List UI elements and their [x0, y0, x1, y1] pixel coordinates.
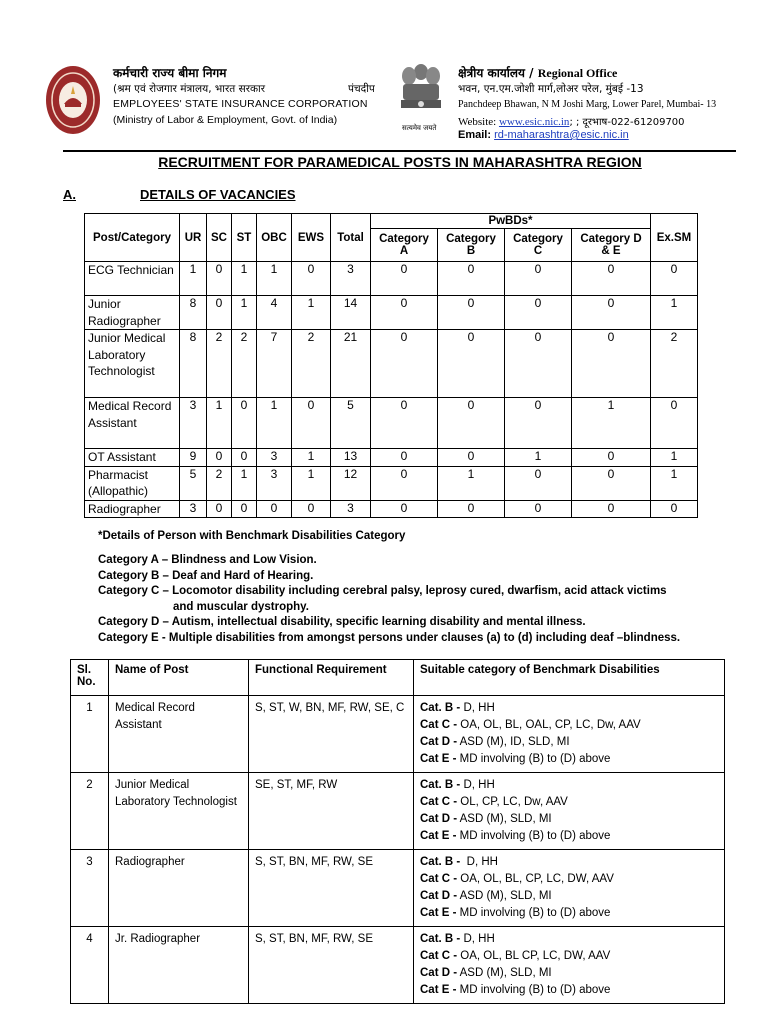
sl-no: 4 — [71, 927, 109, 1004]
vacancy-cell-sc: 1 — [207, 398, 232, 449]
vacancy-row — [85, 330, 698, 398]
vacancy-cell-st: 1 — [232, 296, 257, 330]
col-cat-b: Category B — [438, 229, 505, 262]
col-ews: EWS — [292, 214, 331, 262]
functional-requirement: S, ST, W, BN, MF, RW, SE, C — [249, 696, 414, 773]
category-values: OA, OL, BL, OAL, CP, LC, Dw, AAV — [457, 719, 641, 731]
post-name: Jr. Radiographer — [109, 927, 249, 1004]
category-label: Cat E - — [420, 907, 457, 919]
vacancy-cell-ur: 8 — [180, 296, 207, 330]
vacancy-cell-obc: 0 — [257, 500, 292, 518]
vacancy-cell-c: 0 — [505, 296, 572, 330]
vacancy-post-name: Junior Medical Laboratory Technologist — [85, 330, 180, 398]
vacancy-cell-a: 0 — [371, 398, 438, 449]
vacancy-cell-de: 0 — [572, 500, 651, 518]
vacancy-cell-obc: 3 — [257, 449, 292, 467]
category-label: Cat. B - — [420, 702, 461, 714]
category-label: Cat D - — [420, 967, 458, 979]
website-line: Website: www.esic.nic.in; ; दूरभाष-022-61209700 — [458, 116, 685, 128]
esic-logo — [44, 64, 102, 136]
vacancy-cell-total: 12 — [331, 466, 371, 500]
vacancy-cell-total: 3 — [331, 500, 371, 518]
category-label: Cat D - — [420, 736, 458, 748]
sl-no: 1 — [71, 696, 109, 773]
vacancy-cell-ur: 3 — [180, 398, 207, 449]
col-cat-de: Category D & E — [572, 229, 651, 262]
category-d-note: Category D – Autism, intellectual disability, specific learning disability and mental illness. — [98, 616, 586, 628]
category-line-b — [420, 854, 718, 871]
vacancy-row — [85, 262, 698, 296]
category-values: D, HH — [460, 856, 498, 868]
vacancy-post-name: Medical Record Assistant — [85, 398, 180, 449]
vacancy-cell-de: 0 — [572, 296, 651, 330]
vacancy-cell-b: 1 — [438, 466, 505, 500]
vacancy-row — [85, 500, 698, 518]
ministry-english: (Ministry of Labor & Employment, Govt. of India) — [113, 114, 338, 126]
vacancy-table — [84, 213, 698, 518]
vacancy-cell-obc: 1 — [257, 262, 292, 296]
vacancy-cell-de: 0 — [572, 449, 651, 467]
functional-requirement: SE, ST, MF, RW — [249, 773, 414, 850]
category-label: Cat C - — [420, 873, 458, 885]
category-line-c — [420, 948, 718, 965]
vacancy-cell-exsm: 0 — [651, 500, 698, 518]
functional-row — [71, 850, 725, 927]
org-name-english: EMPLOYEES' STATE INSURANCE CORPORATION — [113, 98, 368, 110]
category-line-d — [420, 734, 718, 751]
category-values: ASD (M), SLD, MI — [457, 813, 552, 825]
col-ur: UR — [180, 214, 207, 262]
category-values: MD involving (B) to (D) above — [456, 907, 611, 919]
category-line-d — [420, 965, 718, 982]
vacancy-cell-c: 0 — [505, 466, 572, 500]
vacancy-cell-exsm: 0 — [651, 398, 698, 449]
national-emblem-icon — [396, 60, 446, 126]
vacancy-cell-obc: 7 — [257, 330, 292, 398]
section-letter: A. — [63, 187, 76, 202]
vacancy-post-name: OT Assistant — [85, 449, 180, 467]
vacancy-post-name: Radiographer — [85, 500, 180, 518]
category-label: Cat E - — [420, 984, 457, 996]
email-link[interactable]: rd-maharashtra@esic.nic.in — [494, 129, 629, 141]
vacancy-cell-b: 0 — [438, 500, 505, 518]
category-line-b — [420, 777, 718, 794]
vacancy-cell-c: 0 — [505, 262, 572, 296]
suitable-categories — [414, 696, 725, 773]
col-sl-no: Sl. No. — [71, 660, 109, 696]
functional-requirement-table — [70, 659, 725, 1004]
pwbd-category-list — [98, 553, 680, 646]
category-line-d — [420, 888, 718, 905]
category-values: OA, OL, BL CP, LC, DW, AAV — [457, 950, 611, 962]
vacancy-cell-sc: 2 — [207, 466, 232, 500]
col-cat-c: Category C — [505, 229, 572, 262]
category-values: ASD (M), ID, SLD, MI — [457, 736, 570, 748]
category-line-c — [420, 717, 718, 734]
vacancy-cell-a: 0 — [371, 296, 438, 330]
category-line-e — [420, 751, 718, 768]
suitable-categories — [414, 773, 725, 850]
category-line-e — [420, 905, 718, 922]
category-line-b — [420, 700, 718, 717]
vacancy-cell-c: 1 — [505, 449, 572, 467]
category-line-e — [420, 982, 718, 999]
functional-row — [71, 773, 725, 850]
header-divider — [63, 150, 736, 152]
vacancy-cell-st: 0 — [232, 398, 257, 449]
col-suitable-category: Suitable category of Benchmark Disabilities — [414, 660, 725, 696]
section-heading: DETAILS OF VACANCIES — [140, 187, 296, 202]
vacancy-cell-exsm: 1 — [651, 466, 698, 500]
vacancy-cell-de: 0 — [572, 466, 651, 500]
category-c-note-cont: and muscular dystrophy. — [173, 600, 309, 613]
vacancy-cell-ews: 0 — [292, 262, 331, 296]
category-label: Cat E - — [420, 830, 457, 842]
vacancy-cell-st: 0 — [232, 500, 257, 518]
vacancy-cell-total: 13 — [331, 449, 371, 467]
vacancy-cell-obc: 4 — [257, 296, 292, 330]
emblem-caption: सत्यमेव जयते — [402, 124, 437, 132]
vacancy-cell-a: 0 — [371, 500, 438, 518]
col-post: Post/Category — [85, 214, 180, 262]
vacancy-cell-exsm: 2 — [651, 330, 698, 398]
vacancy-cell-exsm: 0 — [651, 262, 698, 296]
category-label: Cat D - — [420, 813, 458, 825]
functional-row — [71, 696, 725, 773]
category-values: ASD (M), SLD, MI — [457, 890, 552, 902]
vacancy-cell-sc: 0 — [207, 296, 232, 330]
page-title: RECRUITMENT FOR PARAMEDICAL POSTS IN MAHARASHTRA REGION — [158, 154, 642, 170]
vacancy-cell-de: 0 — [572, 330, 651, 398]
col-name-of-post: Name of Post — [109, 660, 249, 696]
vacancy-post-name: Pharmacist (Allopathic) — [85, 466, 180, 500]
vacancy-cell-total: 3 — [331, 262, 371, 296]
category-values: D, HH — [460, 702, 495, 714]
category-a-note: Category A – Blindness and Low Vision. — [98, 554, 317, 566]
vacancy-cell-ur: 8 — [180, 330, 207, 398]
post-name: Medical Record Assistant — [109, 696, 249, 773]
vacancy-cell-st: 2 — [232, 330, 257, 398]
email-line: Email: rd-maharashtra@esic.nic.in — [458, 129, 629, 141]
vacancy-cell-total: 21 — [331, 330, 371, 398]
ministry-hindi: (श्रम एवं रोजगार मंत्रालय, भारत सरकार — [113, 83, 266, 95]
post-name: Radiographer — [109, 850, 249, 927]
vacancy-cell-b: 0 — [438, 296, 505, 330]
vacancy-cell-exsm: 1 — [651, 449, 698, 467]
col-functional-req: Functional Requirement — [249, 660, 414, 696]
vacancy-cell-b: 0 — [438, 262, 505, 296]
vacancy-cell-ur: 3 — [180, 500, 207, 518]
sl-no: 3 — [71, 850, 109, 927]
category-c-note: Category C – Locomotor disability including cerebral palsy, leprosy cured, dwarfism, acid attack victims — [98, 585, 667, 597]
vacancy-cell-total: 5 — [331, 398, 371, 449]
category-label: Cat E - — [420, 753, 457, 765]
category-values: MD involving (B) to (D) above — [456, 984, 611, 996]
functional-requirement: S, ST, BN, MF, RW, SE — [249, 850, 414, 927]
post-name: Junior Medical Laboratory Technologist — [109, 773, 249, 850]
col-total: Total — [331, 214, 371, 262]
vacancy-cell-exsm: 1 — [651, 296, 698, 330]
vacancy-cell-sc: 0 — [207, 262, 232, 296]
vacancy-cell-b: 0 — [438, 449, 505, 467]
vacancy-cell-st: 1 — [232, 466, 257, 500]
vacancy-cell-ews: 1 — [292, 466, 331, 500]
functional-requirement: S, ST, BN, MF, RW, SE — [249, 927, 414, 1004]
vacancy-cell-a: 0 — [371, 262, 438, 296]
regional-office-title: क्षेत्रीय कार्यालय / Regional Office — [458, 66, 618, 80]
vacancy-cell-ews: 0 — [292, 500, 331, 518]
category-label: Cat C - — [420, 719, 458, 731]
vacancy-cell-ews: 1 — [292, 296, 331, 330]
vacancy-post-name: ECG Technician — [85, 262, 180, 296]
vacancy-cell-obc: 1 — [257, 398, 292, 449]
category-e-note: Category E - Multiple disabilities from amongst persons under clauses (a) to (d) including deaf –blindness. — [98, 631, 681, 644]
vacancy-cell-ur: 9 — [180, 449, 207, 467]
category-line-d — [420, 811, 718, 828]
col-pwbd: PwBDs* — [371, 214, 651, 229]
vacancy-cell-sc: 0 — [207, 449, 232, 467]
vacancy-cell-c: 0 — [505, 398, 572, 449]
vacancy-row — [85, 449, 698, 467]
vacancy-row — [85, 296, 698, 330]
vacancy-cell-sc: 2 — [207, 330, 232, 398]
category-values: D, HH — [460, 933, 495, 945]
category-label: Cat C - — [420, 950, 458, 962]
vacancy-cell-ur: 5 — [180, 466, 207, 500]
vacancy-cell-de: 0 — [572, 262, 651, 296]
vacancy-cell-b: 0 — [438, 330, 505, 398]
vacancy-cell-ews: 0 — [292, 398, 331, 449]
vacancy-cell-st: 1 — [232, 262, 257, 296]
suitable-categories — [414, 927, 725, 1004]
category-label: Cat D - — [420, 890, 458, 902]
website-link[interactable]: www.esic.nic.in — [498, 116, 570, 128]
vacancy-row — [85, 466, 698, 500]
suitable-categories — [414, 850, 725, 927]
category-values: OA, OL, BL, CP, LC, DW, AAV — [457, 873, 614, 885]
vacancy-cell-a: 0 — [371, 330, 438, 398]
functional-row — [71, 927, 725, 1004]
address-english: Panchdeep Bhawan, N M Joshi Marg, Lower Parel, Mumbai- 13 — [458, 99, 717, 110]
vacancy-cell-ur: 1 — [180, 262, 207, 296]
vacancy-cell-obc: 3 — [257, 466, 292, 500]
category-line-c — [420, 871, 718, 888]
vacancy-cell-b: 0 — [438, 398, 505, 449]
category-b-note: Category B – Deaf and Hard of Hearing. — [98, 569, 314, 582]
pwbd-note-heading: *Details of Person with Benchmark Disabilities Category — [98, 530, 406, 542]
vacancy-cell-sc: 0 — [207, 500, 232, 518]
vacancy-cell-c: 0 — [505, 500, 572, 518]
category-values: MD involving (B) to (D) above — [456, 753, 611, 765]
col-obc: OBC — [257, 214, 292, 262]
vacancy-post-name: Junior Radiographer — [85, 296, 180, 330]
category-label: Cat. B - — [420, 779, 461, 791]
panchdeep-hindi: पंचदीप — [348, 83, 375, 95]
vacancy-cell-st: 0 — [232, 449, 257, 467]
col-exsm: Ex.SM — [651, 214, 698, 262]
category-line-b — [420, 931, 718, 948]
vacancy-cell-a: 0 — [371, 466, 438, 500]
vacancy-cell-de: 1 — [572, 398, 651, 449]
category-values: OL, CP, LC, Dw, AAV — [457, 796, 568, 808]
vacancy-cell-total: 14 — [331, 296, 371, 330]
category-values: MD involving (B) to (D) above — [456, 830, 611, 842]
address-hindi: भवन, एन.एम.जोशी मार्ग,लोअर परेल, मुंबई -13 — [458, 83, 644, 95]
org-name-hindi: कर्मचारी राज्य बीमा निगम — [113, 66, 227, 80]
category-line-e — [420, 828, 718, 845]
category-label: Cat. B - — [420, 933, 461, 945]
sl-no: 2 — [71, 773, 109, 850]
vacancy-row — [85, 398, 698, 449]
col-sc: SC — [207, 214, 232, 262]
vacancy-cell-ews: 1 — [292, 449, 331, 467]
col-st: ST — [232, 214, 257, 262]
col-cat-a: Category A — [371, 229, 438, 262]
category-label: Cat. B - — [420, 856, 461, 868]
category-values: D, HH — [460, 779, 495, 791]
vacancy-cell-c: 0 — [505, 330, 572, 398]
category-line-c — [420, 794, 718, 811]
category-values: ASD (M), SLD, MI — [457, 967, 552, 979]
vacancy-cell-ews: 2 — [292, 330, 331, 398]
category-label: Cat C - — [420, 796, 458, 808]
vacancy-cell-a: 0 — [371, 449, 438, 467]
